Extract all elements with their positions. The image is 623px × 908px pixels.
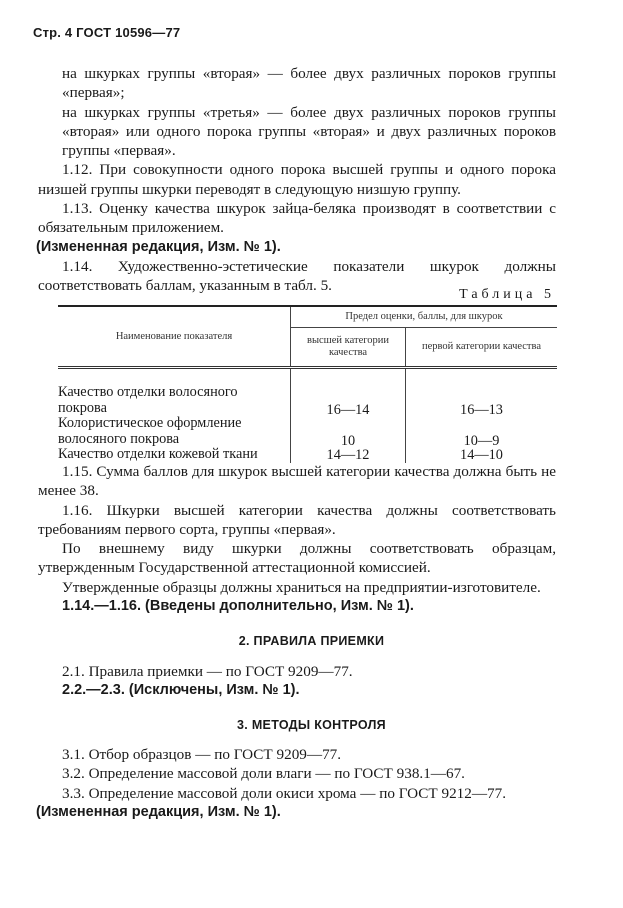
amendment-note: (Измененная редакция, Изм. № 1). [36, 803, 281, 820]
table-row [58, 447, 557, 463]
table-5 [58, 305, 557, 463]
amendment-note: (Измененная редакция, Изм. № 1). [36, 238, 281, 255]
paragraph: 1.16. Шкурки высшей категории качества должны соответствовать требованиям первого сорта, группы «первая». [38, 501, 556, 538]
section-item: 2.1. Правила приемки — по ГОСТ 9209—77. [62, 663, 353, 680]
paragraph: на шкурках группы «вторая» — более двух различных пороков группы «первая»; [62, 65, 556, 102]
mid-text-block [38, 462, 556, 616]
table-label: Таблица 5 [459, 287, 555, 302]
section-item: 3.1. Отбор образцов — по ГОСТ 9209—77. [62, 746, 342, 763]
col-first-header: первой категории качества [406, 328, 558, 368]
group-header: Предел оценки, баллы, для шкурок [291, 306, 558, 328]
paragraph: 1.12. При совокупности одного порока высшей группы и одного порока низшей группы шкурки переводят в следующую низшую группу. [38, 161, 556, 198]
row-high-value: 14—12 [291, 447, 406, 463]
row-name: Качество отделки кожевой ткани [58, 446, 258, 462]
paragraph: По внешнему виду шкурки должны соответствовать образцам, утвержденным Государственной аттестационной комиссией. [38, 540, 556, 577]
row-first-value: 14—10 [406, 447, 558, 463]
paragraph: Утвержденные образцы должны храниться на предприятии-изготовителе. [62, 578, 541, 596]
row-high-value: 16—14 [291, 368, 406, 417]
table-row [58, 416, 557, 447]
section-item: 3.3. Определение массовой доли окиси хрома — по ГОСТ 9212—77. [62, 784, 507, 802]
section-2-body [62, 662, 556, 701]
section-3-title: 3. МЕТОДЫ КОНТРОЛЯ [237, 718, 386, 732]
row-first-value: 16—13 [406, 368, 558, 417]
section-2-title: 2. ПРАВИЛА ПРИЕМКИ [238, 634, 385, 648]
table-row [58, 368, 557, 417]
row-high-value: 10 [291, 416, 406, 447]
page-header: Стр. 4 ГОСТ 10596—77 [33, 25, 181, 40]
paragraph: 1.14. Художественно-эстетические показатели шкурок должны соответствовать баллам, указанным в табл. 5. [38, 257, 556, 295]
row-name: Колористическое оформление волосяного покрова [58, 415, 242, 447]
paragraph: 1.13. Оценку качества шкурок зайца-беляка производят в соответствии с обязательным приложением. [38, 200, 556, 237]
row-first-value: 10—9 [406, 416, 558, 447]
section-item: 3.2. Определение массовой доли влаги — по ГОСТ 938.1—67. [62, 765, 465, 783]
col-name-header: Наименование показателя [58, 306, 291, 368]
paragraph: на шкурках группы «третья» — более двух различных пороков группы «вторая» или одного порока группы «вторая» и двух различных пороков группы «первая». [62, 103, 556, 160]
amendment-note: 1.14.—1.16. (Введены дополнительно, Изм. № 1). [62, 598, 414, 615]
section-item: 2.2.—2.3. (Исключены, Изм. № 1). [62, 682, 300, 699]
col-high-header: высшей категории качества [291, 328, 406, 368]
row-name: Качество отделки волосяного покрова [58, 384, 238, 416]
section-3-body [36, 745, 556, 822]
top-text-block [36, 64, 556, 296]
paragraph: 1.15. Сумма баллов для шкурок высшей категории качества должна быть не менее 38. [38, 463, 556, 500]
